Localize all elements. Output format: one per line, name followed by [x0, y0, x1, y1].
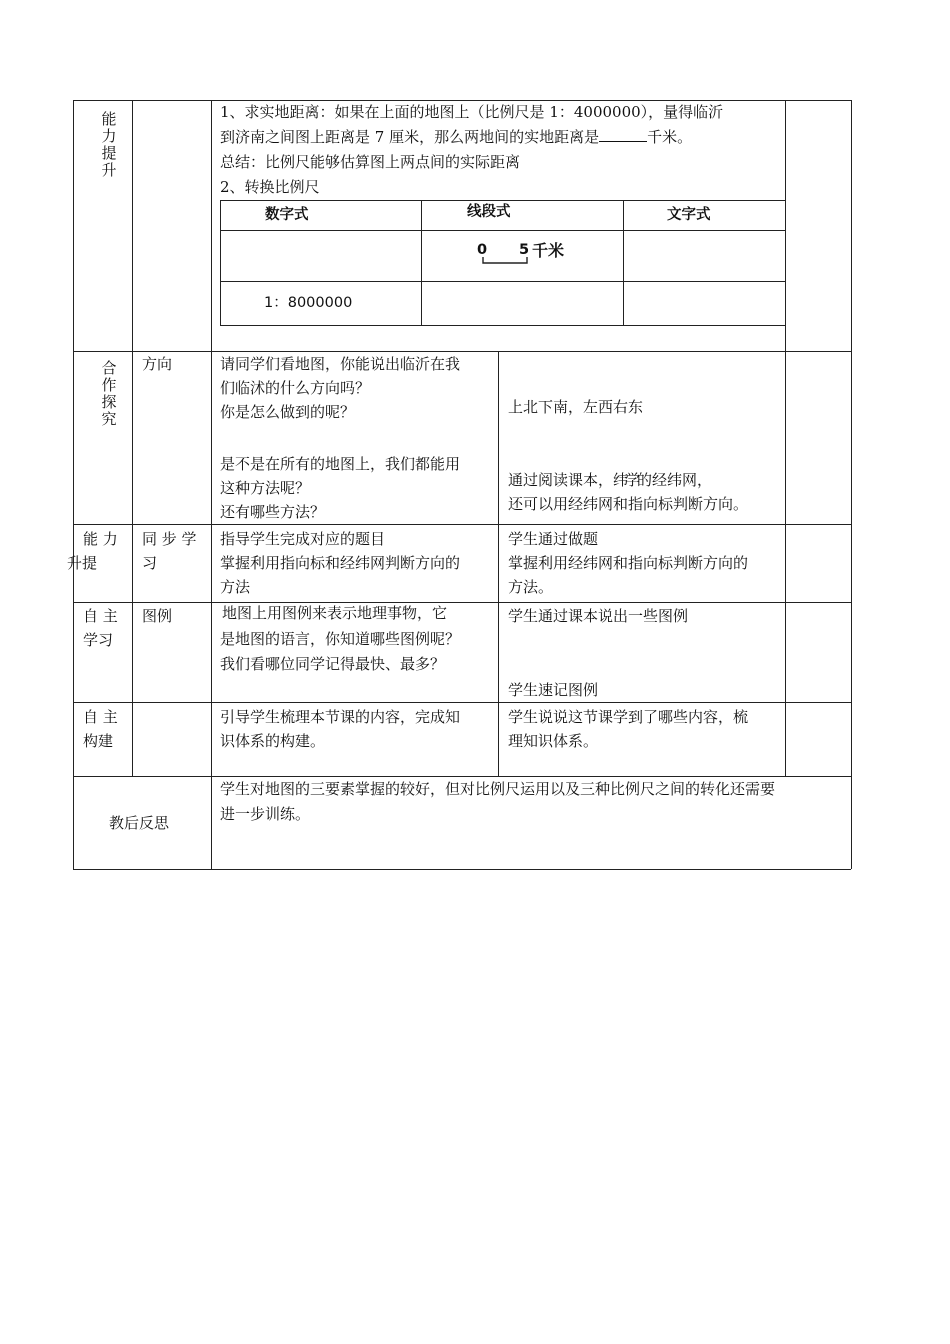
teacher-activity-line: 指导学生完成对应的题目 — [220, 530, 386, 548]
student-activity-line: 上北下南，左西右东 — [508, 398, 644, 416]
scale-bar-line — [481, 256, 531, 266]
inner-table-divider — [421, 200, 422, 325]
student-activity-line: 理知识体系。 — [508, 732, 599, 750]
row-divider — [73, 702, 851, 703]
question-1-text: 到济南之间图上距离是 7 厘米，那么两地间的实地距离是 — [220, 128, 600, 146]
student-activity-text: 的经纬网， — [637, 471, 713, 489]
topic-label-line: 习 — [142, 554, 158, 572]
stage-label-line: 自 主 — [83, 708, 118, 726]
topic-label-line: 同 步 学 — [142, 530, 197, 548]
inner-table-right — [785, 200, 786, 325]
inner-table-divider — [623, 200, 624, 325]
teacher-activity-line: 还有哪些方法？ — [220, 503, 326, 521]
stage-label-text: 合作探究 — [101, 359, 117, 428]
teacher-activity-line: 掌握利用指向标和经纬网判断方向的 — [220, 554, 461, 572]
question-1-unit: 千米。 — [647, 128, 693, 146]
teacher-activity-line: 请同学们看地图，你能说出临沂在我 — [220, 355, 461, 373]
student-activity-line: 学生说说这节课学到了哪些内容，梳 — [508, 708, 749, 726]
table-right-border — [851, 100, 852, 869]
answer-blank[interactable] — [599, 127, 647, 142]
stage-label-line: 能 力 — [83, 530, 118, 548]
stage-label-line: 升提 — [67, 554, 98, 572]
table-left-border — [73, 100, 74, 869]
scale-bar-unit: 千米 — [532, 241, 565, 260]
teacher-activity-line: 这种方法呢？ — [220, 479, 311, 497]
stage-label — [101, 111, 117, 179]
question-1-line-1: 1、求实地距离：如果在上面的地图上（比例尺是 1：4000000），量得临沂 — [220, 103, 724, 121]
teacher-activity-line: 识体系的构建。 — [220, 732, 326, 750]
student-activity-line: 掌握利用经纬网和指向标判断方向的 — [508, 554, 749, 572]
row-divider — [73, 524, 851, 525]
stage-label-line: 构建 — [83, 732, 114, 750]
summary-text: 总结：比例尺能够估算图上两点间的实际距离 — [220, 153, 521, 171]
question-1-line-2 — [220, 125, 692, 150]
inner-table-left — [220, 200, 221, 325]
stage-label-line: 自 主 — [83, 607, 118, 625]
row-divider — [73, 351, 851, 352]
topic-label: 方向 — [142, 355, 173, 373]
student-activity-text: 通过阅读课本， — [508, 471, 614, 489]
scale-bar-zero: 0 — [477, 242, 488, 258]
student-activity-line: 方法。 — [508, 578, 554, 596]
numeric-scale-value: 1：8000000 — [264, 295, 353, 311]
teacher-activity-line: 你是怎么做到的呢？ — [220, 403, 356, 421]
student-activity-line: 学生速记图例 — [508, 681, 599, 699]
teacher-activity-line: 们临沭的什么方向吗？ — [220, 379, 371, 397]
header-numeric-scale: 数字式 — [265, 207, 309, 223]
inner-table-divider — [220, 281, 785, 282]
stage-label-line: 学习 — [83, 631, 114, 649]
scale-bar-five: 5 — [519, 242, 530, 258]
teacher-activity-line: 我们看哪位同学记得最快、最多？ — [220, 655, 446, 673]
teacher-activity-line: 是地图的语言，你知道哪些图例呢？ — [220, 630, 461, 648]
student-activity-line — [508, 468, 712, 493]
header-line-scale: 线段式 — [467, 204, 511, 220]
reflection-line: 进一步训练。 — [220, 805, 311, 823]
teacher-activity-line: 是不是在所有的地图上，我们都能用 — [220, 455, 461, 473]
overlapping-text: 纬学 — [613, 471, 638, 489]
student-activity-line: 学生通过做题 — [508, 530, 599, 548]
column-divider — [498, 351, 499, 776]
question-2-text: 2、转换比例尺 — [220, 178, 320, 196]
topic-label: 图例 — [142, 607, 173, 625]
column-divider — [132, 100, 133, 776]
column-divider — [211, 100, 212, 869]
header-text-scale: 文字式 — [667, 207, 711, 223]
teacher-activity-line: 地图上用图例来表示地理事物，它 — [222, 604, 448, 622]
student-activity-line: 学生通过课本说出一些图例 — [508, 607, 689, 625]
stage-label-text: 能力提升 — [101, 110, 117, 179]
student-activity-line: 还可以用经纬网和指向标判断方向。 — [508, 495, 749, 513]
table-bottom-border — [73, 869, 851, 870]
row-divider — [73, 602, 851, 603]
teacher-activity-line: 引导学生梳理本节课的内容，完成知 — [220, 708, 461, 726]
reflection-label: 教后反思 — [109, 814, 170, 832]
stage-label — [101, 360, 117, 428]
teacher-activity-line: 方法 — [220, 578, 251, 596]
inner-table-divider — [220, 230, 785, 231]
inner-table-bottom — [220, 325, 785, 326]
reflection-line: 学生对地图的三要素掌握的较好，但对比例尺运用以及三种比例尺之间的转化还需要 — [220, 780, 776, 798]
